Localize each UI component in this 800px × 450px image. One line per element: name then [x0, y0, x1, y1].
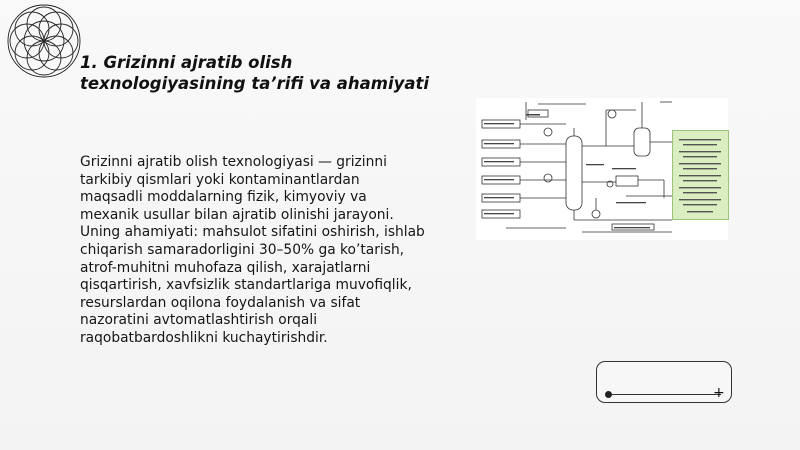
slide-title: 1. Grizinni ajratib olish texnologiyasining ta’rifi va ahamiyati [80, 53, 430, 93]
diagram-legend-box [672, 130, 729, 220]
dot-icon[interactable] [605, 391, 612, 398]
plus-icon[interactable]: + [713, 385, 725, 401]
slider-track[interactable] [609, 394, 721, 395]
media-slider-box[interactable] [596, 361, 732, 403]
circular-line-pattern-logo-icon [5, 2, 83, 80]
slide-body-text: Grizinni ajratib olish texnologiyasi — grizinni tarkibiy qismlari yoki kontaminantlardan maqsadli moddalarning fizik, kimyoviy va mexanik usullar bilan ajratib olinishi jarayoni. Uning ahamiyati: mahsulot sifatini oshirish, ishlab chiqarish samaradorligini 30–50% ga ko’tarish, atrof-muhitni muhofaza qilish, xarajatlarni qisqartirish, xavfsizlik standartlariga muvofiqlik, resurslardan oqilona foydalanish va sifat nazoratini avtomatlashtirish orqali raqobatbardoshlikni kuchaytirishdir. [80, 154, 425, 346]
